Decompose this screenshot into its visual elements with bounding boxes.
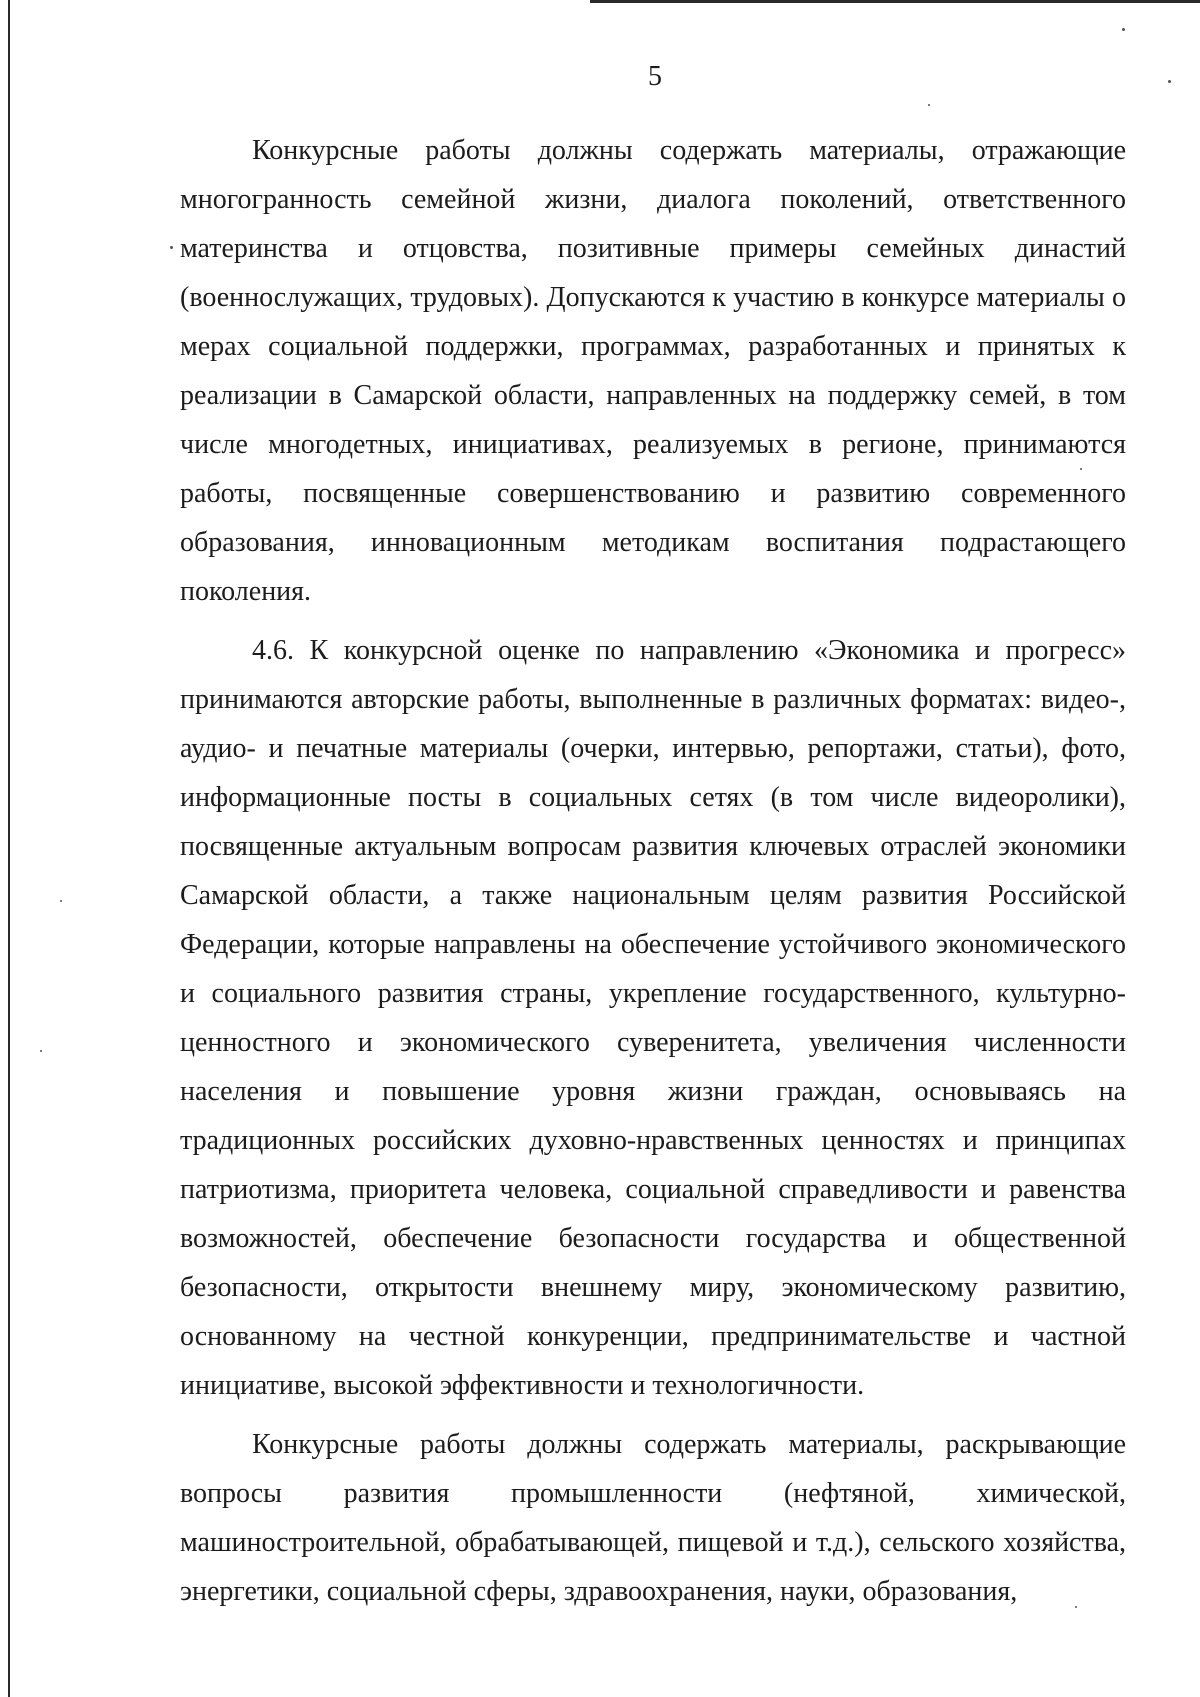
body-text [180,126,1126,1616]
scan-speck [928,104,930,106]
scan-speck [40,1050,42,1052]
paragraph-family-materials: Конкурсные работы должны содержать материалы, отражающие многогранность семейной жизни, диалога поколений, ответственного материнства и отцовства, позитивные примеры семейных династий (военнослужащих, трудовых). Допускаются к участию в конкурсе материалы о мерах социальной поддержки, программах, разработанных и принятых к реализации в Самарской области, направленных на поддержку семей, в том числе многодетных, инициативах, реализуемых в регионе, принимаются работы, посвященные совершенствованию и развитию современного образования, инновационным методикам воспитания подрастающего поколения. [180,135,1126,607]
scan-speck [1075,1606,1077,1608]
paragraph-section-4-6: 4.6. К конкурсной оценке по направлению «Экономика и прогресс» принимаются авторские работы, выполненные в различных форматах: видео-, аудио- и печатные материалы (очерки, интервью, репортажи, статьи), фото, информационные посты в социальных сетях (в том числе видеоролики), посвященные актуальным вопросам развития ключевых отраслей экономики Самарской области, а также национальным целям развития Российской Федерации, которые направлены на обеспечение устойчивого экономического и социального развития страны, укрепление государственного, культурно-ценностного и экономического суверенитета, увеличения численности населения и повышение уровня жизни граждан, основываясь на традиционных российских духовно-нравственных ценностях и принципах патриотизма, приоритета человека, социальной справедливости и равенства возможностей, обеспечение безопасности государства и общественной безопасности, открытости внешнему миру, экономическому развитию, основанному на честной конкуренции, предпринимательстве и частной инициативе, высокой эффективности и технологичности. [180,635,1126,1401]
scan-left-border [8,0,10,1697]
scan-speck [60,900,62,902]
page-number: 5 [648,61,662,92]
paragraph-economy-materials: Конкурсные работы должны содержать материалы, раскрывающие вопросы развития промышленности (нефтяной, химической, машиностроительной, обрабатывающей, пищевой и т.д.), сельского хозяйства, энергетики, социальной сферы, здравоохранения, науки, образования, [180,1429,1126,1607]
scan-speck [1122,28,1125,31]
scan-speck [1168,80,1171,83]
scan-speck [170,246,173,249]
scan-speck [1080,468,1082,470]
scan-top-border [590,0,1200,3]
